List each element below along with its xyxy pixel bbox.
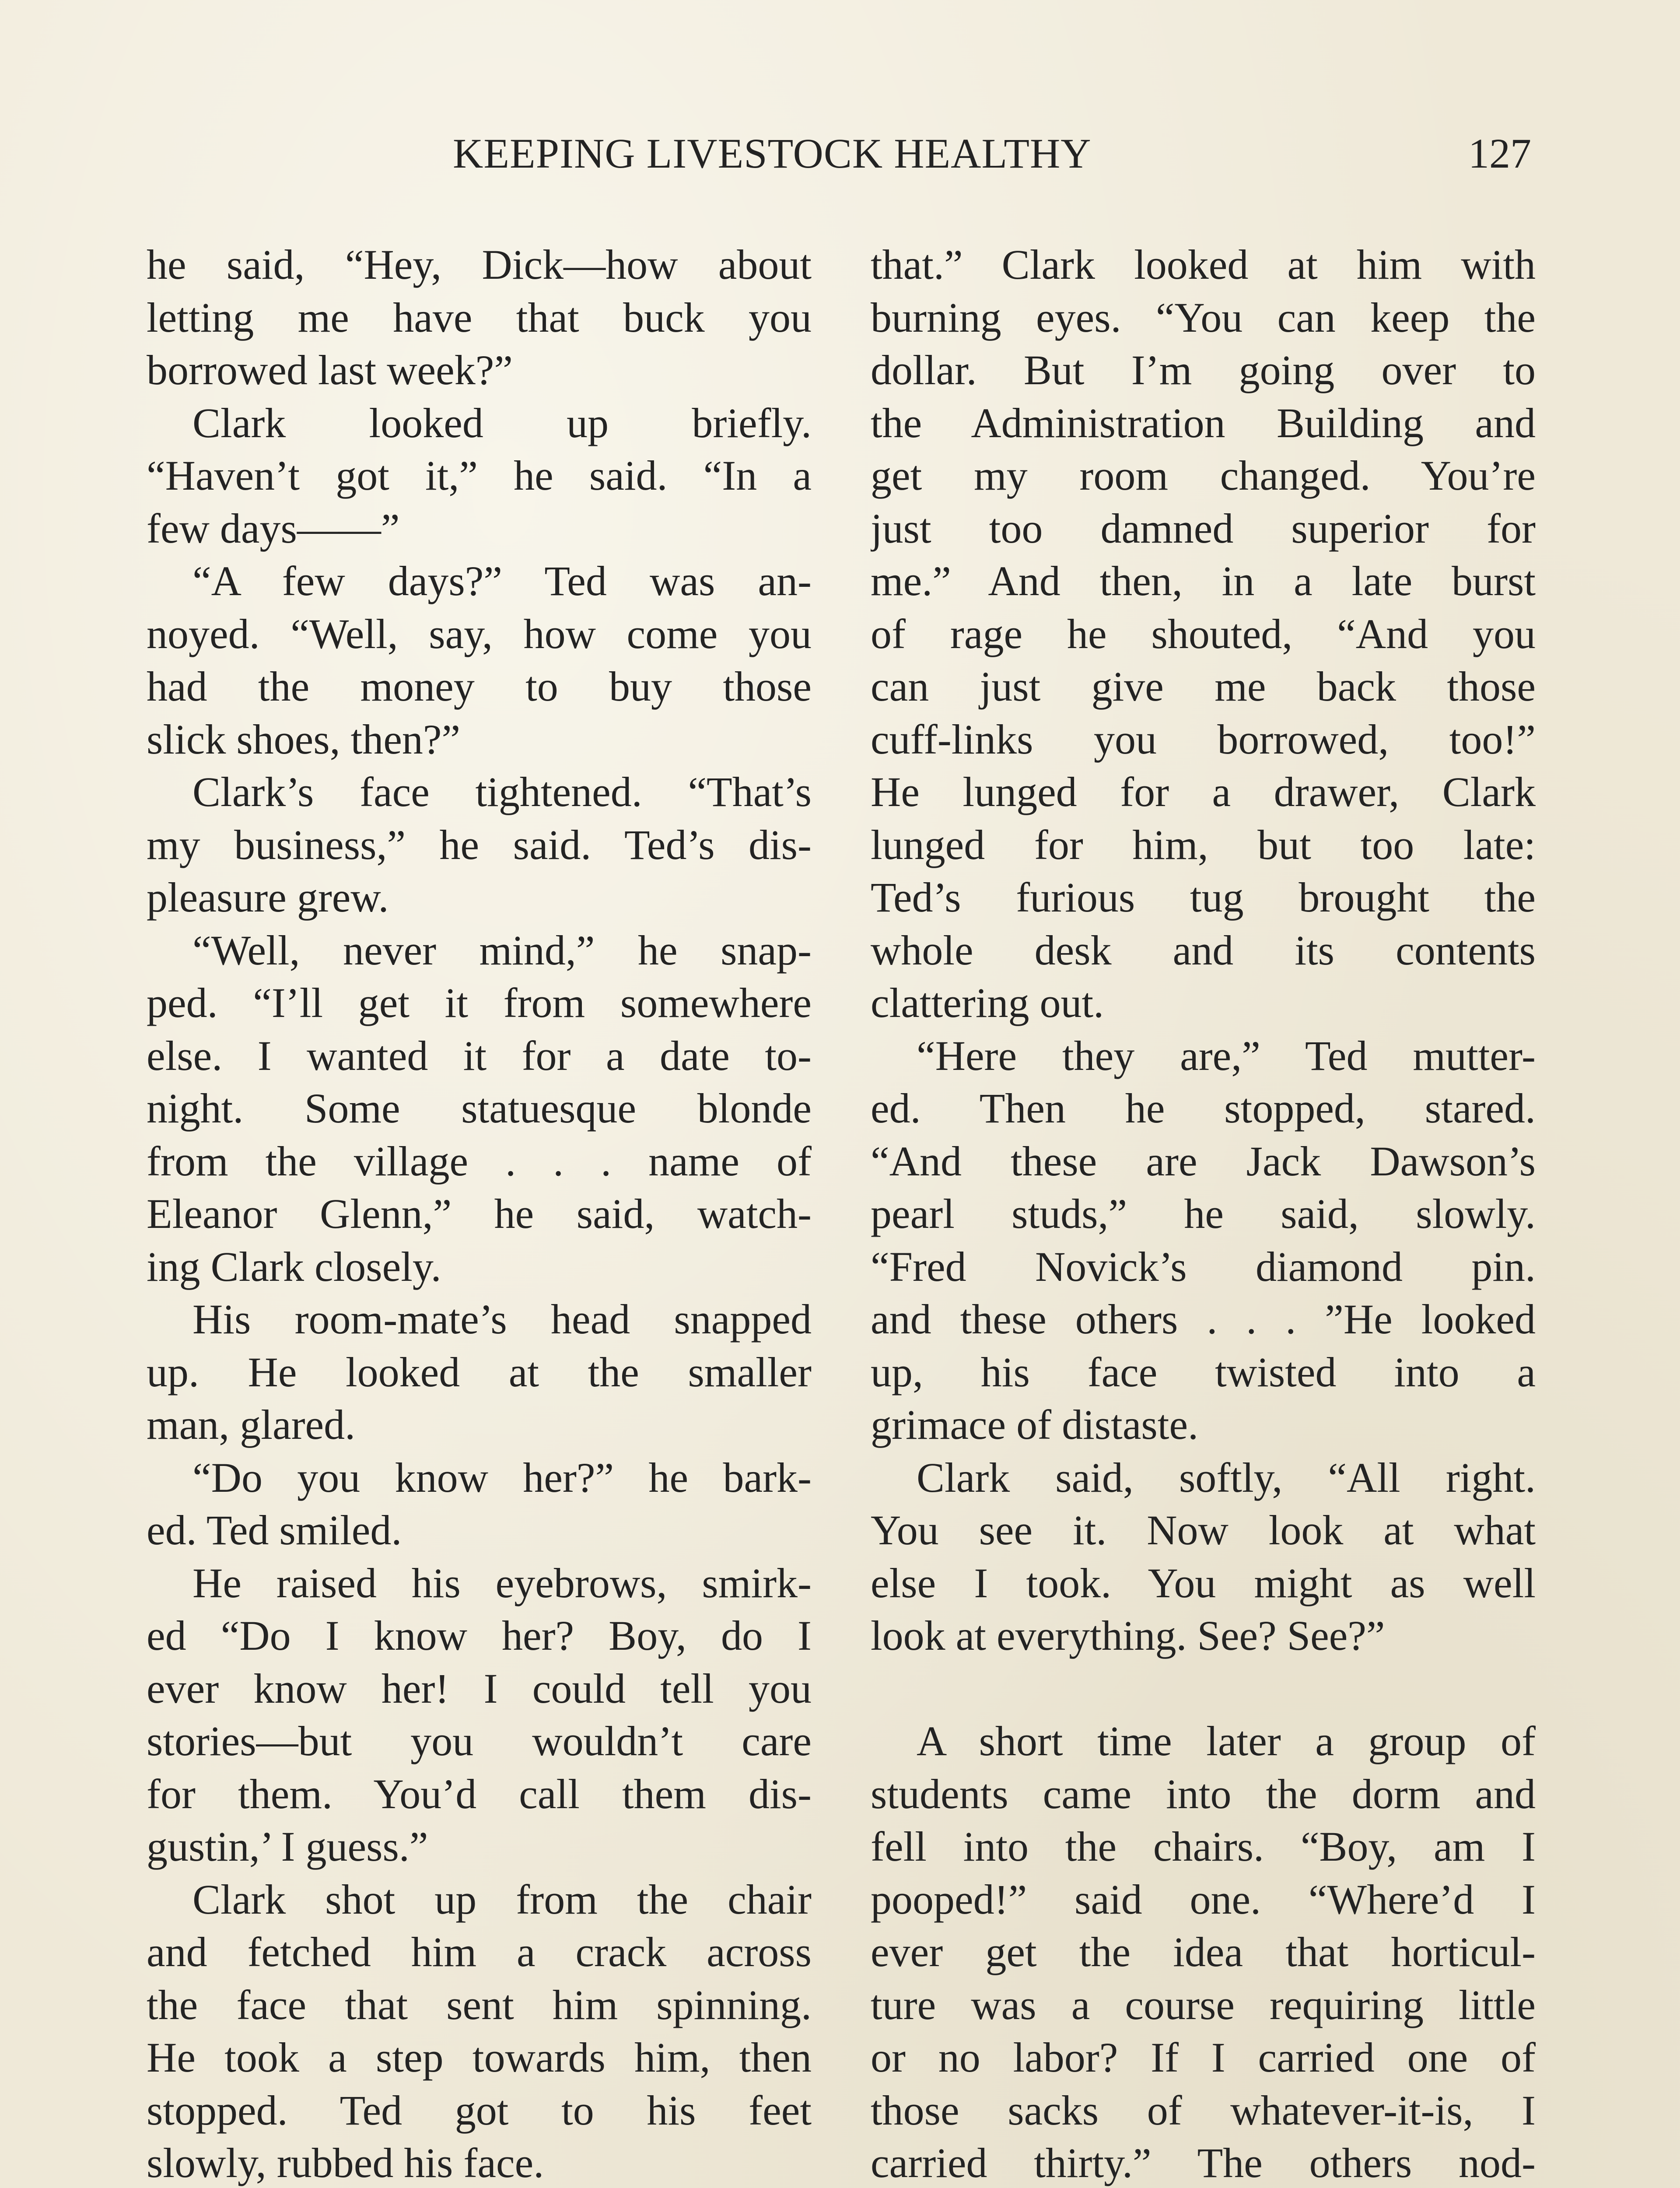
text-line: Clark looked up briefly. <box>192 399 812 446</box>
text-line: just too damned superior for <box>871 505 1536 552</box>
text-column-left <box>147 238 812 2188</box>
text-line: A short time later a group of <box>917 1718 1536 1764</box>
text-line: slowly, rubbed his face. <box>147 2139 544 2186</box>
text-line: ever know her! I could tell you <box>147 1665 812 1712</box>
text-line: get my room changed. You’re <box>871 452 1536 499</box>
text-line: ture was a course requiring little <box>871 1981 1536 2028</box>
text-line: pleasure grew. <box>147 874 389 921</box>
text-line: the Administration Building and <box>871 399 1536 446</box>
text-line: lunged for him, but too late: <box>871 821 1536 868</box>
text-line: or no labor? If I carried one of <box>871 2034 1536 2081</box>
text-line: and fetched him a crack across <box>147 1929 812 1975</box>
text-line: “Well, never mind,” he snap- <box>192 926 812 974</box>
text-line: else I took. You might as well <box>871 1559 1536 1606</box>
text-line: ped. “I’ll get it from somewhere <box>147 979 812 1026</box>
text-line: students came into the dorm and <box>871 1770 1536 1817</box>
text-column-right <box>871 238 1536 2188</box>
text-line: slick shoes, then?” <box>147 715 461 763</box>
running-head-title: KEEPING LIVESTOCK HEALTHY <box>453 130 1092 177</box>
text-line: had the money to buy those <box>147 663 812 710</box>
text-line: “Fred Novick’s diamond pin. <box>871 1243 1536 1290</box>
text-line: cuff-links you borrowed, too!” <box>871 715 1536 763</box>
text-line: stories—but you wouldn’t care <box>147 1718 812 1764</box>
text-line: for them. You’d call them dis- <box>147 1770 812 1817</box>
text-line: Ted’s furious tug brought the <box>871 874 1536 921</box>
page-number: 127 <box>1468 130 1531 177</box>
text-line: and these others . . . ”He looked <box>871 1296 1536 1343</box>
text-line: burning eyes. “You can keep the <box>871 294 1536 341</box>
text-line: whole desk and its contents <box>871 926 1536 974</box>
text-line: me.” And then, in a late burst <box>871 558 1536 604</box>
text-line: night. Some statuesque blonde <box>147 1085 812 1132</box>
text-line: he said, “Hey, Dick—how about <box>147 241 812 288</box>
text-line: “And these are Jack Dawson’s <box>871 1137 1536 1185</box>
text-line: Clark’s face tightened. “That’s <box>192 768 812 815</box>
text-line: pearl studs,” he said, slowly. <box>871 1190 1536 1237</box>
text-line: “Do you know her?” he bark- <box>192 1454 812 1501</box>
text-line: ever get the idea that horticul- <box>871 1929 1536 1975</box>
text-line: carried thirty.” The others nod- <box>871 2139 1536 2186</box>
text-line: of rage he shouted, “And you <box>871 610 1536 657</box>
text-line: ed “Do I know her? Boy, do I <box>147 1612 812 1659</box>
text-line: He lunged for a drawer, Clark <box>871 768 1536 815</box>
text-line: else. I wanted it for a date to- <box>147 1032 812 1079</box>
text-line: He took a step towards him, then <box>147 2034 812 2081</box>
text-line: stopped. Ted got to his feet <box>147 2086 812 2134</box>
text-line: You see it. Now look at what <box>871 1507 1536 1553</box>
text-line: “Haven’t got it,” he said. “In a <box>147 452 812 499</box>
text-line: grimace of distaste. <box>871 1401 1199 1448</box>
text-line: pooped!” said one. “Where’d I <box>871 1876 1536 1923</box>
text-line: man, glared. <box>147 1401 356 1448</box>
text-line: ing Clark closely. <box>147 1243 441 1290</box>
text-line: from the village . . . name of <box>147 1137 812 1185</box>
text-line: He raised his eyebrows, smirk- <box>192 1559 812 1606</box>
text-line: those sacks of whatever-it-is, I <box>871 2086 1536 2134</box>
text-line: look at everything. See? See?” <box>871 1612 1385 1659</box>
text-line: can just give me back those <box>871 663 1536 710</box>
text-line: ed. Ted smiled. <box>147 1507 402 1553</box>
text-line: letting me have that buck you <box>147 294 812 341</box>
text-line: up, his face twisted into a <box>871 1348 1536 1396</box>
text-line: that.” Clark looked at him with <box>871 241 1536 288</box>
text-line: few days——” <box>147 505 400 552</box>
text-line: noyed. “Well, say, how come you <box>147 610 812 657</box>
text-line: the face that sent him spinning. <box>147 1981 812 2028</box>
text-line: “A few days?” Ted was an- <box>192 558 812 604</box>
text-line: dollar. But I’m going over to <box>871 347 1536 393</box>
text-line: clattering out. <box>871 979 1104 1026</box>
text-line: Clark said, softly, “All right. <box>917 1454 1536 1501</box>
text-line: Clark shot up from the chair <box>192 1876 812 1923</box>
text-line: up. He looked at the smaller <box>147 1348 812 1396</box>
text-line: fell into the chairs. “Boy, am I <box>871 1823 1536 1870</box>
text-line: gustin,’ I guess.” <box>147 1823 428 1870</box>
text-line: “Here they are,” Ted mutter- <box>917 1032 1536 1079</box>
text-line: ed. Then he stopped, stared. <box>871 1085 1536 1132</box>
text-line: borrowed last week?” <box>147 347 513 393</box>
text-line: my business,” he said. Ted’s dis- <box>147 821 812 868</box>
text-line: His room-mate’s head snapped <box>192 1296 812 1343</box>
text-line: Eleanor Glenn,” he said, watch- <box>147 1190 812 1237</box>
